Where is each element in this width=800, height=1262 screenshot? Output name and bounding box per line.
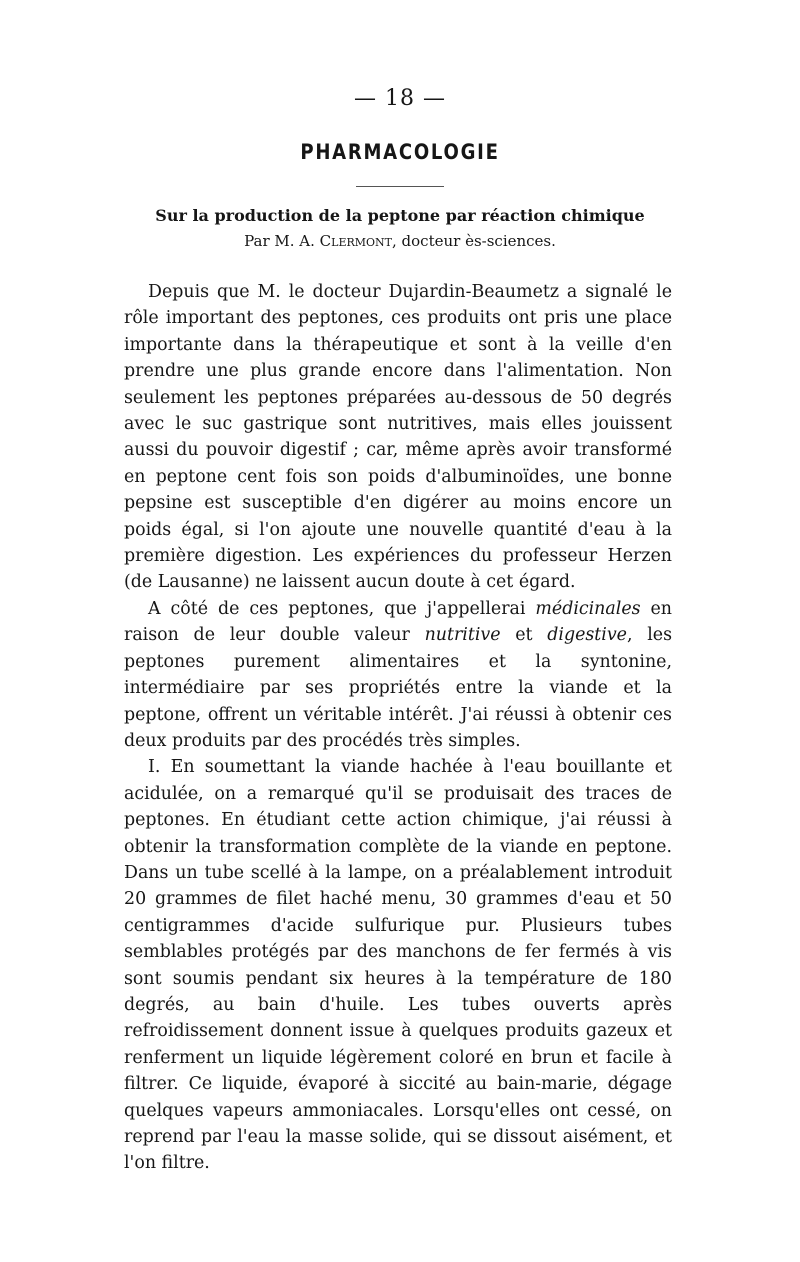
byline-prefix: Par M. A. <box>244 232 320 250</box>
section-title: PHARMACOLOGIE <box>300 140 500 164</box>
paragraph-2-text-4: , les peptones purement alimentaires et la syntonine, intermédiaire par ses propriétés entre la viande et la peptone, offrent un véritable intérêt. J'ai réussi à obtenir ces deux produits par des procédés très simples. <box>124 625 672 751</box>
title-divider <box>356 186 444 187</box>
paragraph-2-text-3: et <box>500 625 548 646</box>
paragraph-2-text-2: en raison de leur double valeur <box>124 598 672 646</box>
paragraph-2-text-1: A côté de ces peptones, que j'appellerai <box>148 598 536 619</box>
byline-author: Clermont <box>319 232 392 250</box>
paragraph-3: I. En soumettant la viande hachée à l'eau bouillante et acidulée, on a remarqué qu'il se produisait des traces de peptones. En étudiant cette action chimique, j'ai réussi à obtenir la transformation complète de la viande en peptone. Dans un tube scellé à la lampe, on a préalablement introduit 20 grammes de filet haché menu, 30 grammes d'eau et 50 centigrammes d'acide sulfurique pur. Plusieurs tubes semblables protégés par des manchons de fer fermés à vis sont soumis pendant six heures à la température de 180 degrés, au bain d'huile. Les tubes ouverts après refroidissement donnent issue à quelques produits gazeux et renferment un liquide légèrement coloré en brun et facile à filtrer. Ce liquide, évaporé à siccité au bain-marie, dégage quelques vapeurs ammoniacales. Lorsqu'elles ont cessé, on reprend par l'eau la masse solide, qui se dissout aisément, et l'on filtre. <box>124 757 672 1174</box>
paragraph-2 <box>124 596 672 754</box>
byline-suffix: , docteur ès-sciences. <box>392 232 556 250</box>
paragraph-1: Depuis que M. le docteur Dujardin-Beaumetz a signalé le rôle important des peptones, ces produits ont pris une place importante dans la thérapeutique et sont à la veille d'en prendre une plus grande encore dans l'alimentation. Non seulement les peptones préparées au-dessous de 50 degrés avec le suc gastrique sont nutritives, mais elles jouissent aussi du pouvoir digestif ; car, même après avoir transformé en peptone cent fois son poids d'albuminoïdes, une bonne pepsine est susceptible d'en digérer au moins encore un poids égal, si l'on ajoute une nouvelle quantité d'eau à la première digestion. Les expériences du professeur Herzen (de Lausanne) ne laissent aucun doute à cet égard. <box>124 282 672 593</box>
term-medicinales: médicinales <box>535 598 641 619</box>
term-digestive: digestive <box>547 625 627 646</box>
page-number: — 18 — <box>354 86 446 111</box>
byline <box>0 232 800 250</box>
article-body <box>124 279 672 1177</box>
article-title: Sur la production de la peptone par réaction chimique <box>155 206 645 225</box>
term-nutritive: nutritive <box>424 625 501 646</box>
